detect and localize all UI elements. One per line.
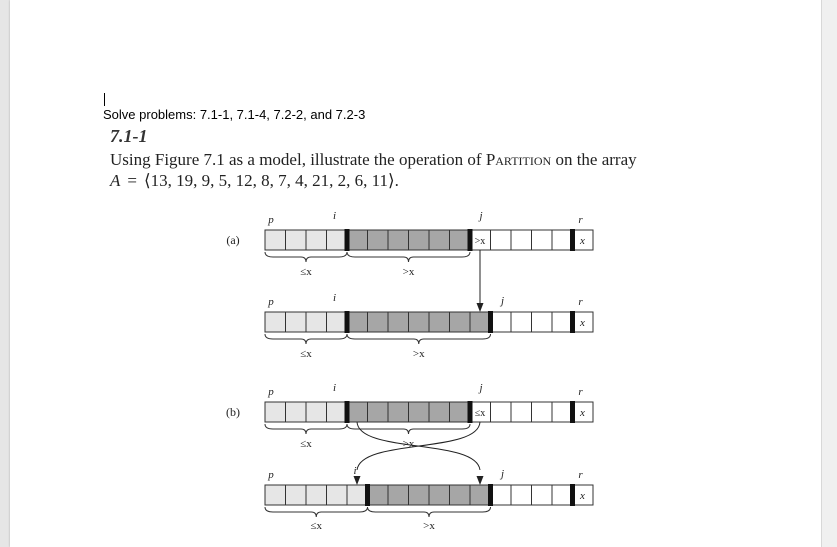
index-label-r: r bbox=[578, 386, 583, 398]
brace-greater bbox=[347, 424, 470, 434]
row-b2-divider bbox=[570, 484, 575, 506]
brace-greater bbox=[347, 252, 470, 262]
row-a2-cell bbox=[409, 312, 430, 332]
row-a2-cell bbox=[491, 312, 512, 332]
index-label-r: r bbox=[578, 296, 583, 308]
index-label-i: i bbox=[332, 292, 337, 304]
brace-label-less-equal: ≤x bbox=[300, 348, 312, 360]
row-a2-cell bbox=[265, 312, 286, 332]
row-b2-cell bbox=[265, 485, 286, 505]
pivot-label: x bbox=[580, 235, 585, 247]
index-label-j: j bbox=[500, 295, 505, 307]
equals-sign: = bbox=[127, 171, 137, 190]
brace-label-greater: >x bbox=[402, 266, 415, 278]
row-b1-cell bbox=[388, 402, 409, 422]
row-b1-cell bbox=[491, 402, 512, 422]
index-label-p: p bbox=[268, 386, 274, 398]
row-a1-divider bbox=[345, 229, 350, 251]
move-arrow-head bbox=[477, 303, 484, 312]
row-a1-cell bbox=[265, 230, 286, 250]
instruction-text: Solve problems: 7.1-1, 7.1-4, 7.2-2, and 7.2-3 bbox=[103, 107, 366, 122]
cell-label-greater-x: >x bbox=[474, 236, 486, 247]
index-label-j: j bbox=[479, 210, 483, 222]
brace-label-greater: >x bbox=[412, 348, 425, 360]
row-a2-cell bbox=[532, 312, 553, 332]
brace-label-greater: >x bbox=[423, 520, 435, 532]
pivot-label: x bbox=[580, 407, 585, 419]
panel-label-a: (a) bbox=[226, 233, 240, 247]
brace-label-greater: >x bbox=[402, 438, 415, 450]
procedure-name: Partition bbox=[485, 150, 552, 169]
swap-arrow-head bbox=[477, 476, 484, 485]
array-value: ⟨13, 19, 9, 5, 12, 8, 7, 4, 21, 2, 6, 11⟩. bbox=[143, 171, 399, 190]
row-b2-cell bbox=[388, 485, 409, 505]
index-label-r: r bbox=[578, 214, 583, 226]
row-b2-cell bbox=[511, 485, 532, 505]
cell-label-less-equal-x: ≤x bbox=[474, 408, 486, 419]
index-label-j: j bbox=[500, 468, 505, 480]
swap-arrow-head bbox=[354, 476, 361, 485]
row-a2-cell bbox=[327, 312, 348, 332]
row-b2-cell bbox=[306, 485, 327, 505]
brace-label-less-equal: ≤x bbox=[300, 266, 312, 278]
row-a1-cell bbox=[409, 230, 430, 250]
row-a1-cell bbox=[429, 230, 450, 250]
row-a1-cell bbox=[286, 230, 307, 250]
row-b1-cell bbox=[286, 402, 307, 422]
row-b2-cell bbox=[470, 485, 491, 505]
row-a1-divider bbox=[570, 229, 575, 251]
row-a2-cell bbox=[429, 312, 450, 332]
row-a2-cell bbox=[388, 312, 409, 332]
brace-less-equal bbox=[265, 424, 347, 434]
index-label-i: i bbox=[332, 382, 337, 394]
row-a1-cell bbox=[552, 230, 573, 250]
row-b1-cell bbox=[429, 402, 450, 422]
index-label-p: p bbox=[268, 214, 274, 226]
index-label-r: r bbox=[578, 469, 583, 481]
row-a2-divider bbox=[345, 311, 350, 333]
row-b1-divider bbox=[345, 401, 350, 423]
row-a2-cell bbox=[368, 312, 389, 332]
brace-less-equal bbox=[265, 252, 347, 262]
row-a1-cell bbox=[368, 230, 389, 250]
row-a1-cell bbox=[450, 230, 471, 250]
index-label-j: j bbox=[479, 382, 483, 394]
row-b2-divider bbox=[488, 484, 493, 506]
exercise-text-before: Using Figure 7.1 as a model, illustrate the operation of bbox=[110, 150, 482, 169]
brace-greater bbox=[368, 507, 491, 517]
row-b1-cell bbox=[327, 402, 348, 422]
pivot-label: x bbox=[580, 490, 585, 502]
row-b1-divider bbox=[570, 401, 575, 423]
exercise-number: 7.1-1 bbox=[110, 126, 148, 146]
row-a1-cell bbox=[511, 230, 532, 250]
row-b2-cell bbox=[532, 485, 553, 505]
index-label-i: i bbox=[332, 210, 337, 222]
exercise-text-after: on the array bbox=[555, 150, 637, 169]
row-a2-cell bbox=[470, 312, 491, 332]
index-label-p: p bbox=[268, 469, 274, 481]
row-b2-cell bbox=[347, 485, 368, 505]
row-b2-cell bbox=[552, 485, 573, 505]
brace-less-equal bbox=[265, 507, 368, 517]
row-b1-cell bbox=[306, 402, 327, 422]
row-b1-cell bbox=[265, 402, 286, 422]
brace-label-less-equal: ≤x bbox=[300, 438, 312, 450]
row-b2-cell bbox=[429, 485, 450, 505]
row-b1-divider bbox=[468, 401, 473, 423]
row-b2-cell bbox=[450, 485, 471, 505]
row-b1-cell bbox=[450, 402, 471, 422]
row-b1-cell bbox=[511, 402, 532, 422]
row-a2-cell bbox=[511, 312, 532, 332]
row-a2-cell bbox=[286, 312, 307, 332]
row-b1-cell bbox=[347, 402, 368, 422]
row-a2-cell bbox=[306, 312, 327, 332]
row-a1-cell bbox=[491, 230, 512, 250]
row-b2-cell bbox=[491, 485, 512, 505]
row-a1-cell bbox=[306, 230, 327, 250]
row-b1-cell bbox=[368, 402, 389, 422]
index-label-p: p bbox=[268, 296, 274, 308]
row-a1-cell bbox=[347, 230, 368, 250]
row-a2-divider bbox=[570, 311, 575, 333]
row-a2-cell bbox=[450, 312, 471, 332]
row-b2-cell bbox=[409, 485, 430, 505]
pivot-label: x bbox=[580, 317, 585, 329]
row-a2-cell bbox=[347, 312, 368, 332]
array-label: A bbox=[110, 171, 121, 190]
row-b2-cell bbox=[327, 485, 348, 505]
row-a2-divider bbox=[488, 311, 493, 333]
index-label-i: i bbox=[353, 465, 357, 477]
row-a1-cell bbox=[327, 230, 348, 250]
row-b2-cell bbox=[368, 485, 389, 505]
row-b1-cell bbox=[409, 402, 430, 422]
panel-label-b: (b) bbox=[226, 405, 240, 419]
row-a2-cell bbox=[552, 312, 573, 332]
row-b2-divider bbox=[365, 484, 370, 506]
brace-greater bbox=[347, 334, 491, 344]
row-b1-cell bbox=[532, 402, 553, 422]
row-a1-divider bbox=[468, 229, 473, 251]
row-a1-cell bbox=[532, 230, 553, 250]
row-b1-cell bbox=[552, 402, 573, 422]
row-b2-cell bbox=[286, 485, 307, 505]
row-a1-cell bbox=[388, 230, 409, 250]
brace-less-equal bbox=[265, 334, 347, 344]
brace-label-less-equal: ≤x bbox=[310, 520, 323, 532]
